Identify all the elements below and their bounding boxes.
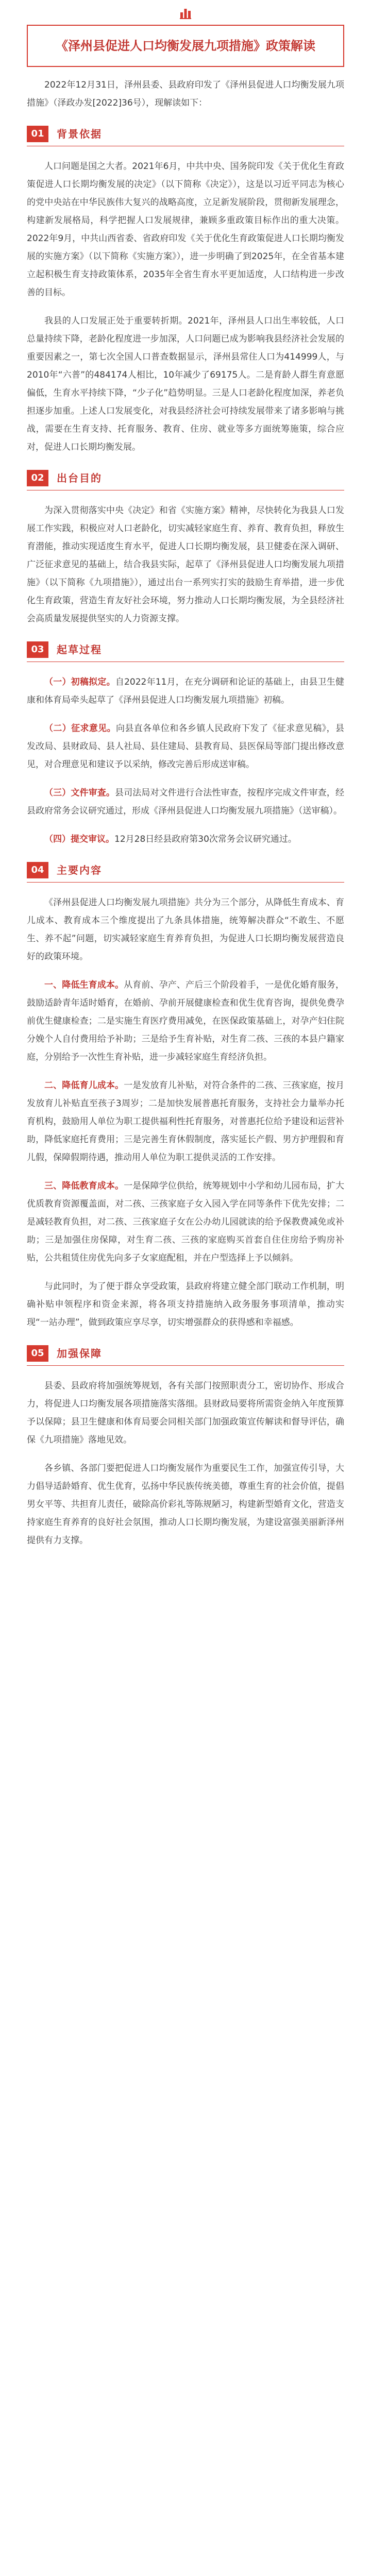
section-paragraph xyxy=(27,1377,344,1449)
section-paragraph xyxy=(27,784,344,820)
paragraph-text: 与此同时，为了便于群众享受政策，县政府将建立健全部门联动工作机制，明确补贴申领程序和资金来源，将各项支持措施纳入政务服务事项清单，推动实现“一站办理”，做到政策应享尽享，切实增强群众的获得感和幸福感。 xyxy=(27,1281,344,1328)
paragraph-text: 《泽州县促进人口均衡发展九项措施》共分为三个部分，从降低生育成本、育儿成本、教育成本三个维度提出了九条具体措施，统筹解决群众“不敢生、不愿生、养不起”问题，切实减轻家庭生育养育负担，为促进人口长期均衡发展营造良好的政策环境。 xyxy=(27,897,344,962)
section-title: 出台目的 xyxy=(57,472,102,484)
section-header xyxy=(27,862,344,883)
paragraph-text: 我县的人口发展正处于重要转折期。2021年，泽州县人口出生率较低，人口总量持续下降，老龄化程度进一步加深，人口问题已成为影响我县经济社会发展的重要因素之一，第七次全国人口普查数据显示，泽州县常住人口为414999人，与2010年“六普”的484174人相比，10年减少了69175人。二是育龄人群生育意愿偏低，生育水平持续下降，“少子化”趋势明显。三是人口老龄化程度加深，养老负担逐步加重。上述人口发展变化，对我县经济社会可持续发展带来了诸多影响与挑战，需要在生育支持、托育服务、教育、住房、就业等多方面统筹施策，综合应对，促进人口长期均衡发展。 xyxy=(27,316,344,452)
paragraph-lead-heading: （四）提交审议。 xyxy=(44,834,114,844)
section-paragraph xyxy=(27,976,344,1066)
paragraph-text: 从育前、孕产、产后三个阶段着手，一是优化婚育服务，鼓励适龄青年适时婚育，在婚前、孕前开展健康检查和优生优育咨询，提供免费孕前优生健康检查；二是实施生育医疗费用减免，在医保政策基础上，对孕产妇住院分娩个人自付费用给予补助；三是给予生育补贴，对生育二孩、三孩的本县户籍家庭，分别给予一次性生育补贴，进一步减轻家庭生育经济负担。 xyxy=(27,980,345,1062)
paragraph-text: 12月28日经县政府第30次常务会议研究通过。 xyxy=(114,834,297,844)
section-header xyxy=(27,470,344,490)
section-paragraph xyxy=(27,1460,344,1550)
intro-paragraph: 2022年12月31日，泽州县委、县政府印发了《泽州县促进人口均衡发展九项措施》（泽政办发[2022]36号），现解读如下： xyxy=(27,80,344,108)
paragraph-lead-heading: 二、降低育儿成本。 xyxy=(44,1080,124,1091)
section-number-badge: 02 xyxy=(27,470,48,486)
section-header xyxy=(27,1345,344,1366)
section-paragraph xyxy=(27,673,344,709)
bottom-spacer xyxy=(0,1560,371,1575)
section-title: 主要内容 xyxy=(57,864,102,876)
section-paragraph xyxy=(27,894,344,966)
paragraph-text: 向县直各单位和各乡镇人民政府下发了《征求意见稿》，县发改局、县财政局、县人社局、县住建局、县教育局、县医保局等部门提出修改意见，对合理意见和建议予以采纳，修改完善后形成送审稿。 xyxy=(27,723,344,770)
section-title: 起草过程 xyxy=(57,643,102,656)
section-paragraph xyxy=(27,1077,344,1167)
paragraph-text: 各乡镇、各部门要把促进人口均衡发展作为重要民生工作，加强宣传引导，大力倡导适龄婚育、优生优育，弘扬中华民族传统美德，尊重生育的社会价值，提倡男女平等、共担育儿责任，破除高价彩礼等陈规陋习，构建新型婚育文化，营造支持家庭生育养育的良好社会氛围，推动人口长期均衡发展，为建设富强美丽新泽州提供有力支撑。 xyxy=(27,1463,344,1546)
paragraph-lead-heading: （三）文件审查。 xyxy=(44,788,115,798)
paragraph-text: 为深入贯彻落实中央《决定》和省《实施方案》精神，尽快转化为我县人口发展工作实践，积极应对人口老龄化，切实减轻家庭生育、养育、教育负担，释放生育潜能，推动实现适度生育水平，促进人口长期均衡发展，县卫健委在深入调研、广泛征求意见的基础上，结合我县实际，起草了《泽州县促进人口均衡发展九项措施》（以下简称《九项措施》），通过出台一系列实打实的鼓励生育举措，进一步优化生育政策，营造生育友好社会环境，努力推动人口长期均衡发展，为全县经济社会高质量发展提供坚实的人力资源支撑。 xyxy=(27,505,344,624)
page-title: 《泽州县促进人口均衡发展九项措施》政策解读 xyxy=(27,25,344,67)
section-number-badge: 03 xyxy=(27,641,48,658)
section-paragraph xyxy=(27,831,344,849)
section-paragraph xyxy=(27,312,344,456)
section-paragraph xyxy=(27,1177,344,1267)
paragraph-lead-heading: 三、降低教育成本。 xyxy=(44,1181,124,1191)
sections-container xyxy=(0,126,371,1550)
paragraph-text: 人口问题是国之大者。2021年6月，中共中央、国务院印发《关于优化生育政策促进人口长期均衡发展的决定》（以下简称《决定》），这是以习近平同志为核心的党中央站在中华民族伟大复兴的战略高度，立足新发展阶段，贯彻新发展理念，构建新发展格局，科学把握人口发展规律，兼顾多重政策目标作出的重大决策。2022年9月，中共山西省委、省政府印发《关于优化生育政策促进人口长期均衡发展的实施方案》（以下简称《实施方案》），进一步明确了到2025年，在全省基本建立起积极生育支持政策体系，2035年全省生育水平更加适度，人口结构进一步改善的目标。 xyxy=(27,161,344,298)
paragraph-lead-heading: 一、降低生育成本。 xyxy=(44,980,124,990)
section-header xyxy=(27,126,344,146)
paragraph-text: 县司法局对文件进行合法性审查，按程序完成文件审查，经县政府常务会议研究通过，形成《泽州县促进人口均衡发展九项措施》（送审稿）。 xyxy=(27,788,345,816)
section-paragraph xyxy=(27,158,344,302)
paragraph-text: 一是发放育儿补贴，对符合条件的二孩、三孩家庭，按月发放育儿补贴直至孩子3周岁；二是加快发展普惠托育服务，支持社会力量举办托育机构，鼓励用人单位为职工提供福利性托育服务，对普惠托位给予建设和运营补助，降低家庭托育费用；三是完善生育休假制度，落实延长产假、男方护理假和育儿假，保障假期待遇，推动用人单位为职工提供灵活的工作安排。 xyxy=(27,1080,345,1163)
section-paragraph xyxy=(27,1278,344,1332)
paragraph-lead-heading: （一）初稿拟定。 xyxy=(44,677,115,687)
paragraph-text: 自2022年11月，在充分调研和论证的基础上，由县卫生健康和体育局牵头起草了《泽州县促进人口均衡发展九项措施》初稿。 xyxy=(27,677,345,705)
paragraph-lead-heading: （二）征求意见。 xyxy=(44,723,116,734)
paragraph-text: 县委、县政府将加强统筹规划，各有关部门按照职责分工，密切协作、形成合力，将促进人口均衡发展各项措施落实落细。县财政局要将所需资金纳入年度预算予以保障；县卫生健康和体育局要会同相关部门加强政策宣传解读和督导评估，确保《九项措施》落地见效。 xyxy=(27,1381,344,1445)
section-number-badge: 05 xyxy=(27,1345,48,1362)
section-title: 背景依据 xyxy=(57,128,102,140)
section-number-badge: 01 xyxy=(27,126,48,142)
section-paragraph xyxy=(27,502,344,628)
paragraph-text: 一是保障学位供给，统筹规划中小学和幼儿园布局，扩大优质教育资源覆盖面，对二孩、三孩家庭子女入园入学在同等条件下优先安排；二是减轻教育负担，对二孩、三孩家庭子女在公办幼儿园就读的给予保教费减免或补助；三是加强住房保障，对生育二孩、三孩的家庭购买首套自住住房给予购房补贴，公共租赁住房优先向多子女家庭配租，并在户型选择上予以倾斜。 xyxy=(27,1181,345,1263)
section-title: 加强保障 xyxy=(57,1347,102,1360)
red-bar-chart-emblem-icon xyxy=(179,6,192,20)
section-number-badge: 04 xyxy=(27,862,48,878)
section-paragraph xyxy=(27,720,344,774)
section-header xyxy=(27,641,344,662)
